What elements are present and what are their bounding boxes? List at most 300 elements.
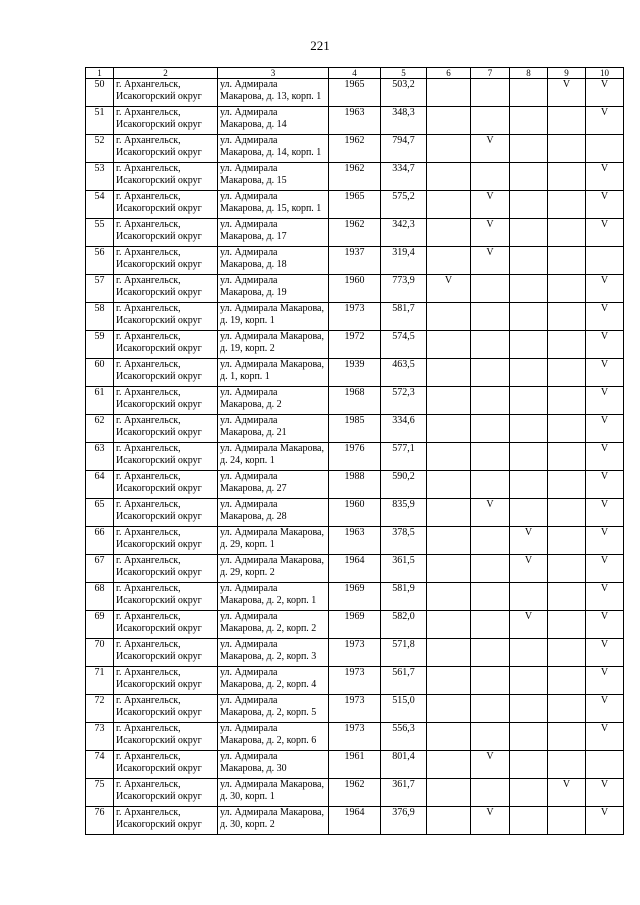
mark-col-8-cell [510, 303, 548, 331]
mark-col-6-cell [427, 779, 471, 807]
mark-col-8-cell [510, 667, 548, 695]
city-district-line-2: Исакогорский округ [116, 819, 202, 830]
mark-col-10: V [600, 527, 609, 538]
mark-col-8-cell [510, 779, 548, 807]
mark-col-9-cell [548, 499, 586, 527]
city-district-cell [114, 583, 218, 611]
city-district-line-1: г. Архангельск, [116, 331, 181, 342]
address-cell [218, 163, 329, 191]
area-value: 515,0 [392, 695, 415, 706]
address-line-2: Макарова, д. 18 [220, 259, 287, 270]
city-district-cell [114, 443, 218, 471]
row-number: 69 [94, 611, 105, 622]
mark-col-10: V [600, 499, 609, 510]
row-number-cell [86, 359, 114, 387]
mark-col-7-cell [471, 79, 510, 107]
area-value: 835,9 [392, 499, 415, 510]
city-district-cell [114, 275, 218, 303]
mark-col-9-cell [548, 359, 586, 387]
mark-col-8-cell [510, 583, 548, 611]
area-value-cell [381, 247, 427, 275]
city-district-cell [114, 331, 218, 359]
city-district-line-1: г. Архангельск, [116, 611, 181, 622]
mark-col-10-cell [586, 723, 624, 751]
build-year-cell [329, 779, 381, 807]
mark-col-6-cell [427, 723, 471, 751]
area-value: 577,1 [392, 443, 415, 454]
mark-col-7-cell [471, 443, 510, 471]
mark-col-8-cell [510, 555, 548, 583]
build-year: 1961 [344, 751, 365, 762]
address-line-2: Макарова, д. 2, корп. 5 [220, 707, 317, 718]
row-number: 58 [94, 303, 105, 314]
city-district-cell [114, 779, 218, 807]
mark-col-10-cell [586, 303, 624, 331]
build-year-cell [329, 191, 381, 219]
city-district-line-1: г. Архангельск, [116, 667, 181, 678]
city-district-cell [114, 247, 218, 275]
build-year-cell [329, 527, 381, 555]
row-number-cell [86, 555, 114, 583]
build-year-cell [329, 723, 381, 751]
mark-col-7-cell [471, 583, 510, 611]
build-year: 1973 [344, 303, 365, 314]
address-line-1: ул. Адмирала [220, 723, 278, 734]
address-line-1: ул. Адмирала [220, 471, 278, 482]
row-number: 67 [94, 555, 105, 566]
address-line-1: ул. Адмирала [220, 695, 278, 706]
area-value-cell [381, 191, 427, 219]
area-value-cell [381, 779, 427, 807]
city-district-line-1: г. Архангельск, [116, 555, 181, 566]
city-district-line-2: Исакогорский округ [116, 651, 202, 662]
build-year-cell [329, 275, 381, 303]
build-year: 1969 [344, 583, 365, 594]
mark-col-8: V [524, 555, 533, 566]
mark-col-10: V [600, 359, 609, 370]
city-district-line-1: г. Архангельск, [116, 583, 181, 594]
column-header: 5 [381, 68, 427, 79]
mark-col-10-cell [586, 611, 624, 639]
address-line-1: ул. Адмирала Макарова, [220, 807, 324, 818]
build-year: 1976 [344, 443, 365, 454]
city-district-line-2: Исакогорский округ [116, 623, 202, 634]
mark-col-7-cell [471, 359, 510, 387]
area-value-cell [381, 219, 427, 247]
city-district-line-1: г. Архангельск, [116, 471, 181, 482]
build-year: 1962 [344, 135, 365, 146]
address-line-2: Макарова, д. 27 [220, 483, 287, 494]
mark-col-7-cell [471, 527, 510, 555]
mark-col-9-cell [548, 527, 586, 555]
address-cell [218, 555, 329, 583]
mark-col-10: V [600, 415, 609, 426]
build-year-cell [329, 443, 381, 471]
mark-col-10-cell [586, 275, 624, 303]
column-header: 1 [86, 68, 114, 79]
mark-col-10: V [600, 275, 609, 286]
mark-col-6-cell [427, 639, 471, 667]
mark-col-8-cell [510, 499, 548, 527]
address-cell [218, 807, 329, 835]
address-line-1: ул. Адмирала [220, 219, 278, 230]
mark-col-8-cell [510, 191, 548, 219]
mark-col-6-cell [427, 163, 471, 191]
mark-col-10-cell [586, 639, 624, 667]
table-row [86, 751, 624, 779]
mark-col-10-cell [586, 527, 624, 555]
mark-col-9-cell [548, 639, 586, 667]
address-line-1: ул. Адмирала [220, 247, 278, 258]
area-value: 572,3 [392, 387, 415, 398]
mark-col-8-cell [510, 527, 548, 555]
address-line-2: Макарова, д. 2, корп. 2 [220, 623, 317, 634]
mark-col-10: V [600, 443, 609, 454]
build-year: 1973 [344, 723, 365, 734]
address-cell [218, 751, 329, 779]
address-line-2: Макарова, д. 15 [220, 175, 287, 186]
area-value: 581,7 [392, 303, 415, 314]
city-district-line-1: г. Архангельск, [116, 723, 181, 734]
table-row [86, 443, 624, 471]
address-line-2: Макарова, д. 17 [220, 231, 287, 242]
build-year: 1960 [344, 275, 365, 286]
table-row [86, 387, 624, 415]
mark-col-10: V [600, 471, 609, 482]
mark-col-10: V [600, 191, 609, 202]
area-value-cell [381, 695, 427, 723]
row-number: 56 [94, 247, 105, 258]
build-year: 1937 [344, 247, 365, 258]
mark-col-9-cell [548, 723, 586, 751]
build-year: 1988 [344, 471, 365, 482]
row-number-cell [86, 331, 114, 359]
area-value: 556,3 [392, 723, 415, 734]
address-line-2: Макарова, д. 30 [220, 763, 287, 774]
mark-col-10: V [600, 555, 609, 566]
mark-col-6-cell [427, 583, 471, 611]
row-number-cell [86, 191, 114, 219]
table-row [86, 331, 624, 359]
city-district-line-2: Исакогорский округ [116, 287, 202, 298]
mark-col-10-cell [586, 163, 624, 191]
mark-col-10-cell [586, 331, 624, 359]
city-district-line-2: Исакогорский округ [116, 427, 202, 438]
city-district-cell [114, 555, 218, 583]
mark-col-8-cell [510, 723, 548, 751]
address-cell [218, 583, 329, 611]
mark-col-9-cell [548, 191, 586, 219]
build-year-cell [329, 247, 381, 275]
mark-col-7-cell [471, 639, 510, 667]
address-line-2: Макарова, д. 15, корп. 1 [220, 203, 322, 214]
row-number-cell [86, 639, 114, 667]
row-number: 72 [94, 695, 105, 706]
address-line-2: Макарова, д. 2, корп. 4 [220, 679, 317, 690]
build-year-cell [329, 415, 381, 443]
city-district-cell [114, 471, 218, 499]
area-value-cell [381, 639, 427, 667]
mark-col-6-cell [427, 751, 471, 779]
mark-col-6-cell [427, 359, 471, 387]
mark-col-7-cell [471, 219, 510, 247]
city-district-line-1: г. Архангельск, [116, 219, 181, 230]
row-number: 50 [94, 79, 105, 90]
mark-col-6-cell [427, 219, 471, 247]
mark-col-7: V [486, 135, 494, 146]
address-line-1: ул. Адмирала Макарова, [220, 555, 324, 566]
city-district-line-1: г. Архангельск, [116, 191, 181, 202]
mark-col-10: V [600, 723, 609, 734]
city-district-cell [114, 415, 218, 443]
address-cell [218, 135, 329, 163]
mark-col-10: V [600, 163, 609, 174]
city-district-line-1: г. Архангельск, [116, 499, 181, 510]
mark-col-10: V [600, 331, 609, 342]
row-number: 61 [94, 387, 105, 398]
mark-col-8-cell [510, 247, 548, 275]
mark-col-7-cell [471, 471, 510, 499]
mark-col-8-cell [510, 415, 548, 443]
area-value: 319,4 [392, 247, 415, 258]
build-year: 1963 [344, 107, 365, 118]
address-line-2: Макарова, д. 2, корп. 6 [220, 735, 317, 746]
city-district-cell [114, 499, 218, 527]
build-year-cell [329, 163, 381, 191]
mark-col-9-cell [548, 219, 586, 247]
mark-col-7: V [486, 247, 494, 258]
mark-col-9-cell [548, 331, 586, 359]
mark-col-6-cell [427, 247, 471, 275]
row-number: 64 [94, 471, 105, 482]
row-number: 65 [94, 499, 105, 510]
build-year-cell [329, 471, 381, 499]
city-district-line-2: Исакогорский округ [116, 231, 202, 242]
city-district-line-1: г. Архангельск, [116, 107, 181, 118]
mark-col-8-cell [510, 387, 548, 415]
address-cell [218, 359, 329, 387]
area-value-cell [381, 387, 427, 415]
row-number: 52 [94, 135, 105, 146]
area-value: 773,9 [392, 275, 415, 286]
build-year: 1939 [344, 359, 365, 370]
address-cell [218, 611, 329, 639]
city-district-line-1: г. Архангельск, [116, 275, 181, 286]
row-number: 63 [94, 443, 105, 454]
address-line-1: ул. Адмирала Макарова, [220, 303, 324, 314]
mark-col-9-cell [548, 555, 586, 583]
address-cell [218, 107, 329, 135]
city-district-line-2: Исакогорский округ [116, 763, 202, 774]
mark-col-10: V [600, 667, 609, 678]
table-row [86, 191, 624, 219]
city-district-line-2: Исакогорский округ [116, 455, 202, 466]
mark-col-8-cell [510, 639, 548, 667]
mark-col-6-cell [427, 499, 471, 527]
mark-col-10-cell [586, 499, 624, 527]
area-value-cell [381, 611, 427, 639]
mark-col-7-cell [471, 779, 510, 807]
address-line-2: Макарова, д. 19 [220, 287, 287, 298]
address-line-2: Макарова, д. 21 [220, 427, 287, 438]
build-year-cell [329, 667, 381, 695]
mark-col-6-cell [427, 695, 471, 723]
area-value-cell [381, 331, 427, 359]
row-number: 71 [94, 667, 105, 678]
build-year: 1969 [344, 611, 365, 622]
mark-col-9-cell [548, 583, 586, 611]
row-number-cell [86, 471, 114, 499]
mark-col-8-cell [510, 163, 548, 191]
mark-col-9-cell [548, 79, 586, 107]
city-district-line-1: г. Архангельск, [116, 135, 181, 146]
city-district-line-2: Исакогорский округ [116, 399, 202, 410]
city-district-line-2: Исакогорский округ [116, 91, 202, 102]
city-district-line-1: г. Архангельск, [116, 79, 181, 90]
mark-col-7-cell [471, 555, 510, 583]
mark-col-7-cell [471, 667, 510, 695]
mark-col-9-cell [548, 303, 586, 331]
city-district-line-2: Исакогорский округ [116, 203, 202, 214]
address-cell [218, 695, 329, 723]
build-year-cell [329, 583, 381, 611]
address-line-1: ул. Адмирала Макарова, [220, 527, 324, 538]
build-year: 1985 [344, 415, 365, 426]
column-header: 2 [114, 68, 218, 79]
row-number: 68 [94, 583, 105, 594]
city-district-cell [114, 611, 218, 639]
build-year: 1965 [344, 191, 365, 202]
row-number-cell [86, 667, 114, 695]
mark-col-7: V [486, 751, 494, 762]
mark-col-6-cell [427, 667, 471, 695]
city-district-cell [114, 695, 218, 723]
city-district-line-1: г. Архангельск, [116, 779, 181, 790]
address-line-2: Макарова, д. 14, корп. 1 [220, 147, 322, 158]
row-number-cell [86, 695, 114, 723]
column-header: 3 [218, 68, 329, 79]
address-cell [218, 639, 329, 667]
column-number-row [86, 68, 624, 79]
city-district-line-1: г. Архангельск, [116, 751, 181, 762]
mark-col-9-cell [548, 695, 586, 723]
row-number: 75 [94, 779, 105, 790]
row-number-cell [86, 79, 114, 107]
build-year-cell [329, 695, 381, 723]
address-line-2: Макарова, д. 2, корп. 3 [220, 651, 317, 662]
mark-col-6-cell [427, 471, 471, 499]
address-line-1: ул. Адмирала [220, 135, 278, 146]
mark-col-9-cell [548, 107, 586, 135]
mark-col-7-cell [471, 303, 510, 331]
mark-col-7-cell [471, 611, 510, 639]
table-row [86, 219, 624, 247]
address-line-2: д. 19, корп. 2 [220, 343, 275, 354]
city-district-line-2: Исакогорский округ [116, 511, 202, 522]
address-line-1: ул. Адмирала [220, 275, 278, 286]
area-value-cell [381, 499, 427, 527]
address-line-1: ул. Адмирала [220, 639, 278, 650]
build-year: 1972 [344, 331, 365, 342]
address-line-2: д. 30, корп. 1 [220, 791, 275, 802]
row-number: 55 [94, 219, 105, 230]
row-number-cell [86, 275, 114, 303]
mark-col-7: V [486, 807, 494, 818]
mark-col-10: V [600, 639, 609, 650]
row-number: 70 [94, 639, 105, 650]
address-cell [218, 219, 329, 247]
build-year: 1963 [344, 527, 365, 538]
table-row [86, 583, 624, 611]
area-value: 801,4 [392, 751, 415, 762]
address-line-1: ул. Адмирала [220, 191, 278, 202]
build-year-cell [329, 751, 381, 779]
mark-col-8-cell [510, 695, 548, 723]
area-value-cell [381, 359, 427, 387]
area-value: 334,7 [392, 163, 415, 174]
area-value-cell [381, 751, 427, 779]
address-cell [218, 247, 329, 275]
row-number: 51 [94, 107, 105, 118]
address-line-2: д. 19, корп. 1 [220, 315, 275, 326]
table-row [86, 107, 624, 135]
table-row [86, 303, 624, 331]
city-district-line-2: Исакогорский округ [116, 539, 202, 550]
city-district-cell [114, 359, 218, 387]
mark-col-8-cell [510, 107, 548, 135]
table-row [86, 275, 624, 303]
mark-col-10: V [600, 583, 609, 594]
mark-col-10-cell [586, 667, 624, 695]
address-line-1: ул. Адмирала [220, 583, 278, 594]
city-district-cell [114, 107, 218, 135]
column-header: 4 [329, 68, 381, 79]
city-district-line-2: Исакогорский округ [116, 315, 202, 326]
area-value: 378,5 [392, 527, 415, 538]
area-value-cell [381, 667, 427, 695]
table-row [86, 499, 624, 527]
mark-col-7-cell [471, 387, 510, 415]
city-district-line-2: Исакогорский округ [116, 343, 202, 354]
area-value-cell [381, 163, 427, 191]
mark-col-9-cell [548, 471, 586, 499]
row-number: 53 [94, 163, 105, 174]
city-district-cell [114, 723, 218, 751]
address-cell [218, 499, 329, 527]
city-district-line-1: г. Архангельск, [116, 247, 181, 258]
mark-col-10: V [600, 695, 609, 706]
mark-col-9-cell [548, 667, 586, 695]
row-number-cell [86, 527, 114, 555]
area-value-cell [381, 415, 427, 443]
mark-col-10: V [600, 219, 609, 230]
address-cell [218, 667, 329, 695]
mark-col-7: V [486, 499, 494, 510]
area-value-cell [381, 583, 427, 611]
area-value-cell [381, 275, 427, 303]
address-line-1: ул. Адмирала [220, 667, 278, 678]
build-year: 1965 [344, 79, 365, 90]
city-district-line-1: г. Архангельск, [116, 303, 181, 314]
table-row [86, 723, 624, 751]
mark-col-10-cell [586, 247, 624, 275]
mark-col-7-cell [471, 135, 510, 163]
mark-col-6-cell [427, 527, 471, 555]
column-header: 6 [427, 68, 471, 79]
area-value: 794,7 [392, 135, 415, 146]
mark-col-7-cell [471, 247, 510, 275]
mark-col-6: V [444, 275, 453, 286]
